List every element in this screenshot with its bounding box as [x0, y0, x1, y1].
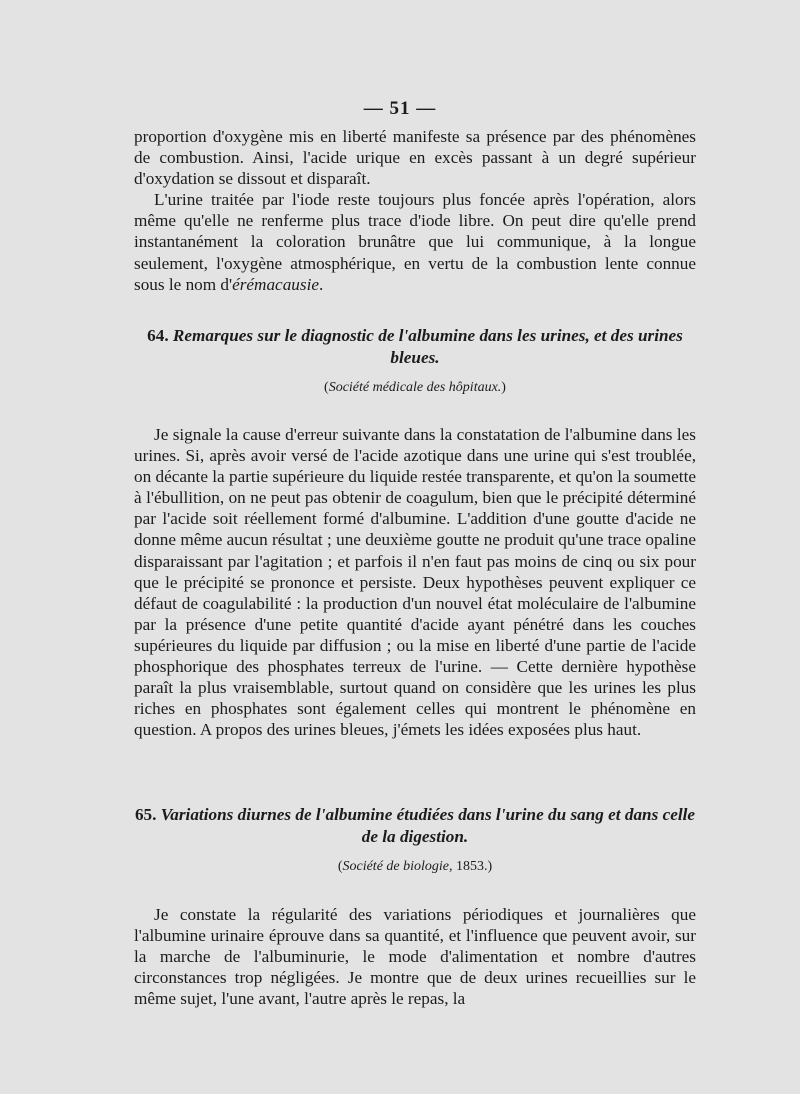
section-65	[134, 804, 696, 875]
intro-paragraph-2-text: L'urine traitée par l'iode reste toujours plus foncée après l'opération, alors même qu'elle ne renferme plus trace d'iode libre. On peut dire qu'elle prend instantanément la coloration brunâtre que lui communique, à la longue seulement, l'oxygène atmosphérique, en vertu de la combustion lente connue sous le nom d'	[134, 190, 696, 294]
section-64-number: 64.	[147, 326, 169, 345]
section-65-title: Variations diurnes de l'albumine étudiées dans l'urine du sang et dans celle de la digestion.	[160, 805, 696, 846]
section-64-body: Je signale la cause d'erreur suivante dans la constatation de l'albumine dans les urines. Si, après avoir versé de l'acide azotique dans une urine qui s'est troublée, on décante la partie supérieure du liquide restée transparente, et qu'on la soumette à l'ébullition, on ne peut pas obtenir de coagulum, bien que le précipité déterminé par l'acide soit réellement formé d'albumine. L'addition d'une goutte d'acide ne donne même aucun résultat ; une deuxième goutte ne produit qu'une trace opaline disparaissant par l'agitation ; et parfois il n'en faut pas moins de cinq ou six pour que le précipité se prononce et persiste. Deux hypothèses peuvent expliquer ce défaut de coagulabilité : la production d'un nouvel état moléculaire de l'albumine par la présence d'une petite quantité d'acide ayant pénétré dans les couches supérieures du liquide par diffusion ; ou la mise en liberté d'une partie de l'acide phosphorique des phosphates terreux de l'urine. — Cette dernière hypothèse paraît la plus vraisemblable, surtout quand on considère que les urines les plus riches en phosphates sont également celles qui montrent le phénomène en question. A propos des urines bleues, j'émets les idées exposées plus haut.	[134, 425, 696, 740]
section-64-body-block	[134, 424, 696, 740]
section-65-source-name: Société de biologie,	[342, 859, 453, 874]
section-64-title: Remarques sur le diagnostic de l'albumine dans les urines, et des urines bleues.	[172, 326, 683, 367]
section-65-heading	[134, 804, 696, 847]
section-65-body: Je constate la régularité des variations périodiques et journalières que l'albumine urinaire éprouve dans sa quantité, et l'influence que peuvent avoir, sur la marche de l'albuminurie, le mode d'alimentation et nombre d'autres circonstances trop négligées. Je montre que de deux urines recueillies sur le même sujet, l'une avant, l'autre après le repas, la	[134, 905, 696, 1009]
page-number: — 51 —	[363, 98, 437, 119]
section-64-source: (Société médicale des hôpitaux.)	[324, 380, 506, 395]
section-64-heading	[134, 325, 696, 368]
term-eremacausie: érémacausie	[232, 274, 319, 294]
section-65-body-block	[134, 904, 696, 1009]
section-64	[134, 325, 696, 396]
section-64-source-name: Société médicale des hôpitaux.	[328, 380, 502, 395]
intro-paragraph-2	[134, 189, 696, 294]
intro-block	[134, 126, 696, 295]
section-65-source: (Société de biologie, 1853.)	[337, 859, 493, 874]
section-65-number: 65.	[134, 805, 157, 824]
intro-paragraph-2-end: .	[318, 274, 324, 294]
intro-paragraph-1: proportion d'oxygène mis en liberté manifeste sa présence par des phénomènes de combustion. Ainsi, l'acide urique en excès passant à un degré supérieur d'oxydation se dissout et disparaît.	[134, 127, 696, 189]
section-65-source-year: 1853.	[456, 859, 488, 874]
